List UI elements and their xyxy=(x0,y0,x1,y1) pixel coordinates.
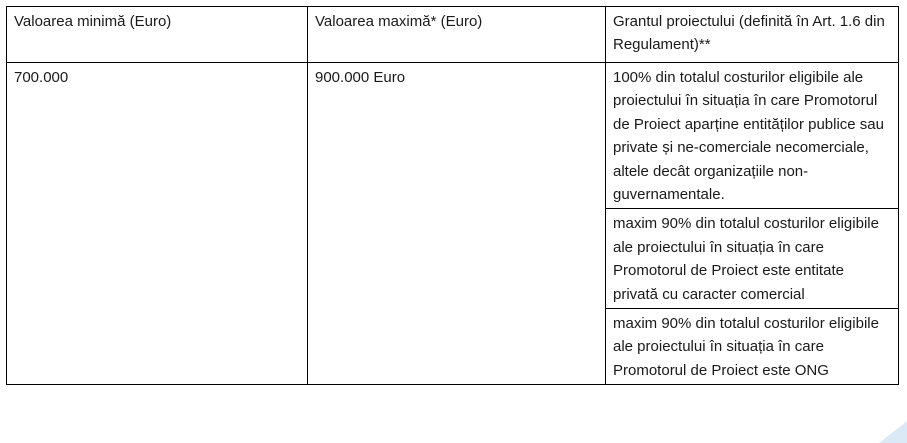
grant-condition-public-entities: 100% din totalul costurilor eligibile ale proiectului în situația în care Promotorul de Proiect aparține entităților publice sau private și ne-comerciale necomerciale, altele decât organizațiile non-guvernamentale. xyxy=(613,69,884,204)
header-max-value xyxy=(308,7,606,63)
header-project-grant-label: Grantul proiectului (definită în Art. 1.6 din Regulament)** xyxy=(613,13,885,54)
cell-grant-commercial-entity xyxy=(606,209,899,309)
cell-grant-ngo xyxy=(606,309,899,385)
header-min-value xyxy=(7,7,308,63)
cell-grant-public-entities xyxy=(606,63,899,209)
min-value-text: 700.000 xyxy=(14,69,69,86)
corner-decoration-icon xyxy=(879,421,907,443)
cell-min-value xyxy=(7,63,308,385)
cell-max-value xyxy=(308,63,606,385)
table-header-row xyxy=(7,7,899,63)
header-project-grant xyxy=(606,7,899,63)
grant-condition-ngo: maxim 90% din totalul costurilor eligibile ale proiectului în situația în care Promotorul de Proiect este ONG xyxy=(613,315,879,379)
table-row xyxy=(7,63,899,209)
max-value-text: 900.000 Euro xyxy=(315,69,406,86)
header-min-value-label: Valoarea minimă (Euro) xyxy=(14,13,172,30)
grant-value-table xyxy=(6,6,899,385)
header-max-value-label: Valoarea maximă* (Euro) xyxy=(315,13,483,30)
grant-condition-commercial-entity: maxim 90% din totalul costurilor eligibile ale proiectului în situația în care Promotorul de Proiect este entitate privată cu caracter comercial xyxy=(613,215,879,303)
